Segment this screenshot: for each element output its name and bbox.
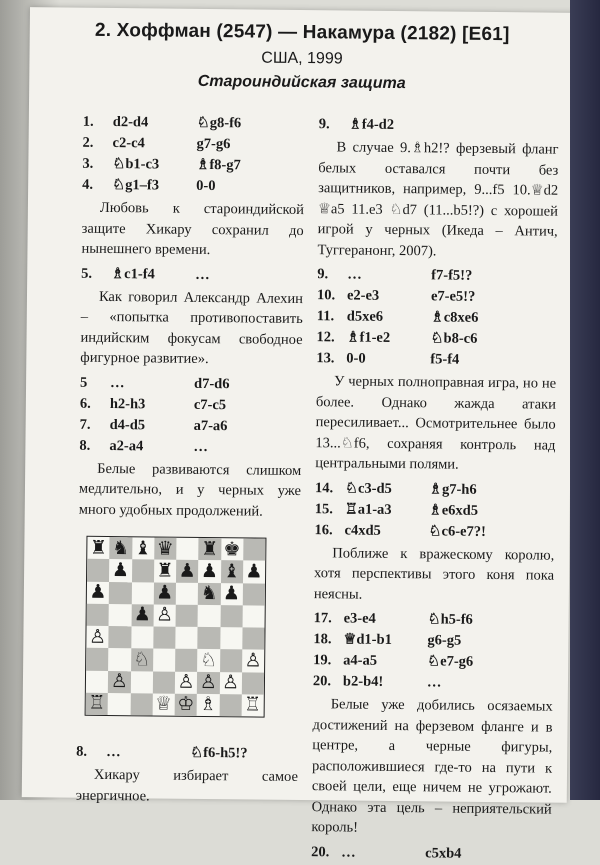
move-number: 1. <box>82 113 94 130</box>
white-move: b2-b4! <box>342 673 384 690</box>
move-row <box>82 154 304 177</box>
chess-piece: ♟ <box>200 559 219 583</box>
white-move: ♘g1–f3 <box>112 177 160 194</box>
board-square <box>175 627 197 649</box>
chess-piece: ♞ <box>200 582 218 605</box>
board-square <box>109 604 131 626</box>
white-move: ♗f1-e2 <box>346 329 391 346</box>
opening-name: Староиндийская защита <box>197 72 406 93</box>
board-square <box>175 649 197 671</box>
chess-piece: ♙ <box>177 670 195 694</box>
right-column <box>311 114 559 865</box>
board-square <box>219 694 241 716</box>
black-move: f7-f5!? <box>431 267 473 284</box>
game-header <box>29 19 575 95</box>
chess-piece: ♝ <box>134 536 152 560</box>
board-square <box>221 538 243 560</box>
board-square <box>132 537 154 559</box>
chess-piece: ♕ <box>154 692 173 716</box>
black-move: … <box>193 438 209 455</box>
move-row <box>313 671 553 695</box>
chess-piece: ♜ <box>156 559 174 582</box>
chess-piece: ♝ <box>223 560 241 583</box>
move-list <box>82 112 305 198</box>
commentary: В случае 9.♗h2!? ферзевый фланг белых оставался почти без защитников, например, 9...f5 10.♕d2 ♕a5 11.e3 ♘d7 (11...b5!?) с хорошей игрой у черных (Икеда – Антич, Туггеранонг, 2007). <box>317 139 559 259</box>
board-square <box>220 649 242 671</box>
chess-piece: ♟ <box>111 558 130 582</box>
move-row <box>311 842 551 865</box>
move-number: 13. <box>316 350 335 367</box>
commentary: Белые уже добились осязаемых достижений на ферзевом фланге и в центре, а черные фигуры, расположившиеся где-то на пути к своей цели, еще ничем не угрожают. Однако эта цель – неприятельский король! <box>311 696 553 836</box>
move-row <box>81 263 303 286</box>
move-row <box>315 478 555 502</box>
move-number: 5. <box>81 265 93 282</box>
board-square <box>242 627 264 649</box>
board-square <box>108 671 130 693</box>
white-move: e3-e4 <box>343 610 376 627</box>
white-move: ♗f4-d2 <box>348 116 395 133</box>
chess-piece: ♟ <box>245 560 263 583</box>
move-number: 9. <box>318 116 330 133</box>
black-move: g6-g5 <box>427 632 462 649</box>
commentary: Белые развиваются слишком медлительно, и у черных уже много удобных продолжений. <box>78 460 302 520</box>
board-square <box>176 560 198 582</box>
board-square <box>109 559 131 581</box>
board-square <box>131 648 153 670</box>
move-row <box>76 742 298 765</box>
chess-piece: ♜ <box>201 537 219 560</box>
chess-piece: ♔ <box>177 693 195 716</box>
board-square <box>131 626 153 648</box>
board-square <box>198 538 220 560</box>
board-square <box>241 694 263 716</box>
move-list <box>314 478 555 544</box>
left-column <box>76 112 305 812</box>
commentary: Хикару избирает самое энергичное. <box>75 766 299 804</box>
move-number: 10. <box>316 287 336 304</box>
board-square <box>220 560 242 582</box>
chess-piece: ♙ <box>221 671 240 694</box>
white-move: a2-a4 <box>109 437 144 454</box>
white-move: d2-d4 <box>112 114 149 131</box>
board-square <box>175 671 197 693</box>
chess-piece: ♟ <box>178 559 196 582</box>
black-move: ♘c6-e7?! <box>428 522 486 540</box>
board-square <box>198 582 220 604</box>
chess-piece: ♙ <box>244 649 262 672</box>
commentary: Любовь к староиндийской защите Хикару сохранил до нынешнего времени. <box>81 199 304 259</box>
board-square <box>242 605 264 627</box>
black-move: e7-e5!? <box>430 288 476 305</box>
white-move: d4-d5 <box>109 416 146 433</box>
black-move: 0-0 <box>196 177 216 195</box>
chess-piece: ♘ <box>133 648 151 671</box>
move-row <box>80 414 302 437</box>
move-number: 2. <box>82 134 94 151</box>
board-square <box>109 537 131 559</box>
move-number: 4. <box>82 176 94 193</box>
chess-diagram <box>85 536 267 718</box>
board-square <box>154 537 176 559</box>
move-list <box>79 372 302 458</box>
board-square <box>175 693 197 715</box>
book-page <box>22 7 575 862</box>
black-move: ♘f6-h5!? <box>190 744 248 762</box>
move-row <box>313 629 553 653</box>
black-move: ♘b8-c6 <box>430 330 478 347</box>
move-number: 6. <box>79 395 91 412</box>
move-row <box>313 650 553 674</box>
black-move: a7-a6 <box>193 417 228 434</box>
board-square <box>153 626 175 648</box>
move-number: 14. <box>314 479 334 496</box>
chess-piece: ♙ <box>155 603 174 627</box>
white-move: c4xd5 <box>344 521 381 539</box>
move-number: 3. <box>82 155 94 172</box>
board-square <box>243 561 265 583</box>
commentary: У черных полноправная игра, но не более. Однако жажда атаки пересиливает... Осмотрительнее было 13...♘f6, сохраняя контроль над центральными полями. <box>315 373 557 473</box>
white-move: ♘c3-d5 <box>344 479 392 497</box>
move-row <box>319 114 559 138</box>
white-move: ♖a1-a3 <box>344 500 392 518</box>
board-square <box>153 604 175 626</box>
move-row <box>82 175 304 198</box>
board-square <box>86 648 108 670</box>
chess-piece: ♚ <box>223 537 241 561</box>
board-square <box>219 672 241 694</box>
white-move: … <box>341 843 356 861</box>
board-square <box>198 627 220 649</box>
move-row <box>80 372 302 395</box>
move-list <box>316 264 557 372</box>
board-square <box>242 650 264 672</box>
board-square <box>220 605 242 627</box>
board-square <box>86 626 108 648</box>
black-move: ♘g8-f6 <box>196 114 242 132</box>
move-number: 15. <box>314 500 333 517</box>
black-move: ♗c8xe6 <box>430 309 479 326</box>
move-number: 9. <box>317 266 329 283</box>
chess-piece: ♟ <box>133 603 151 626</box>
move-row <box>315 499 555 523</box>
white-move: ♘b1-c3 <box>112 156 160 173</box>
move-number: 7. <box>79 416 91 433</box>
chess-piece: ♟ <box>156 581 174 604</box>
move-number: 8. <box>79 437 91 454</box>
white-move: a4-a5 <box>343 652 378 669</box>
black-move: c7-c5 <box>193 396 227 413</box>
background-edge <box>570 0 600 800</box>
move-row <box>316 327 556 351</box>
chess-piece: ♞ <box>112 536 130 559</box>
chess-piece: ♙ <box>88 625 107 648</box>
chess-piece: ♜ <box>89 536 108 559</box>
board-square <box>243 538 265 560</box>
board-square <box>153 671 175 693</box>
board-square <box>176 604 198 626</box>
move-row <box>80 393 302 416</box>
white-move: … <box>110 374 125 391</box>
board-square <box>86 670 108 692</box>
chess-piece: ♟ <box>222 582 241 605</box>
board-square <box>197 649 219 671</box>
move-number: 20. <box>312 673 332 690</box>
black-move: c5xb4 <box>425 844 462 862</box>
black-move: ♗f8-g7 <box>196 156 241 174</box>
commentary: Поближе к вражескому королю, хотя перспективы этого коня пока неясны. <box>313 544 555 603</box>
move-number: 8. <box>76 743 88 760</box>
board-square <box>176 582 198 604</box>
white-move: c2-c4 <box>112 135 145 152</box>
black-move: … <box>195 266 210 283</box>
move-row <box>317 285 557 309</box>
black-move: d7-d6 <box>194 375 230 392</box>
board-square <box>87 604 109 626</box>
board-square <box>87 581 109 603</box>
black-move: … <box>426 674 442 691</box>
move-row <box>317 306 557 330</box>
board-square <box>109 626 131 648</box>
black-move: ♘e7-g6 <box>427 653 474 670</box>
black-move: ♗g7-h6 <box>428 480 477 498</box>
chess-piece: ♛ <box>156 537 174 560</box>
board-square <box>176 538 198 560</box>
chess-piece: ♗ <box>199 693 217 716</box>
board-square <box>242 672 264 694</box>
board-square <box>220 583 242 605</box>
move-list <box>313 608 554 695</box>
board-square <box>131 582 153 604</box>
move-number: 5 <box>80 374 88 391</box>
chess-piece: ♟ <box>89 580 107 604</box>
black-move: f5-f4 <box>430 351 460 368</box>
game-title: 2. Хоффман (2547) — Накамура (2182) [E61] <box>94 19 510 46</box>
white-move: d5xe6 <box>346 308 384 325</box>
move-row <box>317 264 557 288</box>
board-square <box>86 693 108 715</box>
move-number: 16. <box>314 521 333 538</box>
move-number: 11. <box>316 308 335 325</box>
board-square <box>154 560 176 582</box>
white-move: ♗c1-f4 <box>111 265 155 282</box>
chess-piece: ♖ <box>88 692 106 715</box>
white-move: … <box>106 743 121 761</box>
board-square <box>243 583 265 605</box>
board-square <box>108 693 130 715</box>
white-move: … <box>347 266 362 283</box>
move-row <box>314 608 554 632</box>
black-move: ♘h5-f6 <box>427 611 473 628</box>
board-square <box>87 537 109 559</box>
board-square <box>131 604 153 626</box>
white-move: 0-0 <box>346 350 366 367</box>
move-number: 12. <box>316 329 335 346</box>
commentary: Как говорил Александр Алехин – «попытка противопоставить индийским фокусам свободное фигурное развитие». <box>80 288 304 368</box>
white-move: ♕d1-b1 <box>343 631 392 648</box>
board-square <box>197 694 219 716</box>
white-move: e2-e3 <box>346 287 380 304</box>
move-number: 20. <box>311 843 330 860</box>
board-square <box>152 693 174 715</box>
move-row <box>316 348 556 372</box>
white-move: h2-h3 <box>109 395 146 412</box>
move-number: 17. <box>313 610 332 627</box>
board-square <box>154 582 176 604</box>
board-square <box>132 559 154 581</box>
board-square <box>197 671 219 693</box>
board-square <box>87 559 109 581</box>
board-square <box>108 648 130 670</box>
move-number: 19. <box>313 652 332 669</box>
board-square <box>198 605 220 627</box>
chess-piece: ♙ <box>199 671 217 694</box>
chess-piece: ♘ <box>199 648 218 672</box>
board-square <box>153 649 175 671</box>
board-square <box>109 582 131 604</box>
move-row <box>83 112 305 135</box>
move-number: 18. <box>313 631 332 648</box>
game-place: США, 1999 <box>261 49 343 68</box>
board-square <box>198 560 220 582</box>
black-move: g7-g6 <box>196 135 231 153</box>
board-square <box>130 693 152 715</box>
chess-piece: ♙ <box>110 670 128 693</box>
board-square <box>130 671 152 693</box>
move-row <box>79 435 301 458</box>
move-row <box>82 133 304 156</box>
move-row <box>314 520 554 544</box>
black-move: ♗e6xd5 <box>428 501 479 519</box>
chess-piece: ♖ <box>243 693 262 716</box>
board-square <box>220 627 242 649</box>
